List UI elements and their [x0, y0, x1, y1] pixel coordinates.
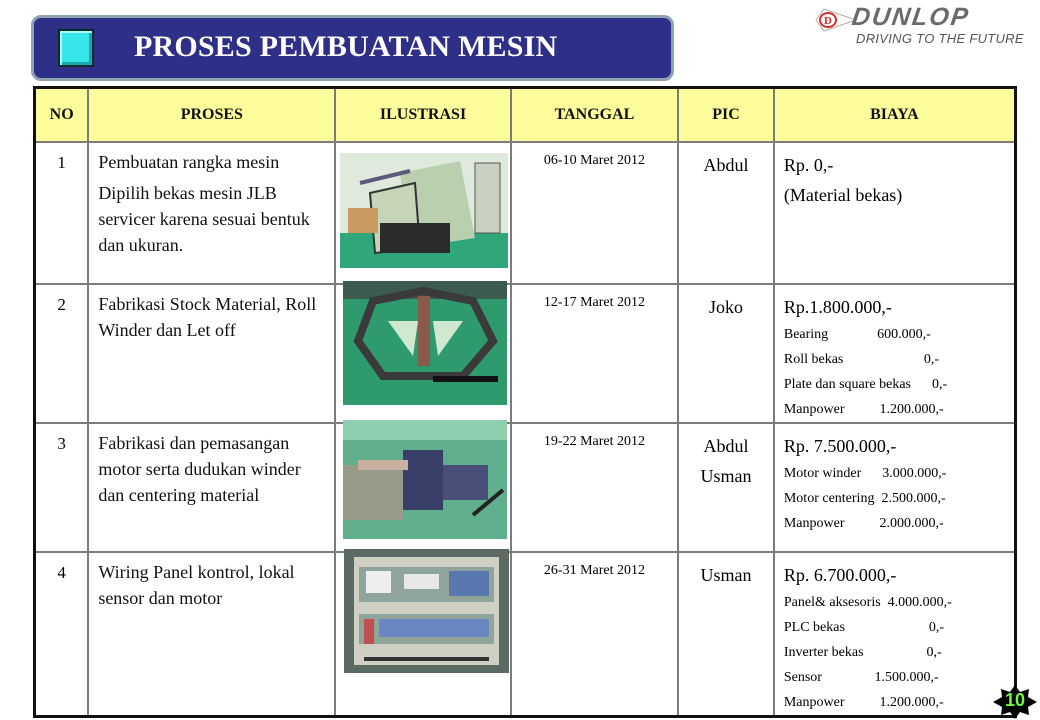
- pic-name: Abdul: [703, 435, 749, 456]
- cost-item: Bearing 600.000,-: [783, 326, 931, 342]
- svg-text:D: D: [824, 15, 832, 27]
- cost-item: Manpower 2.000.000,-: [783, 515, 944, 531]
- table-row: [35, 423, 1016, 552]
- photo-machine-frame: [340, 153, 508, 268]
- column-header-pic: PIC: [678, 88, 774, 142]
- dunlop-logo: [812, 3, 1037, 51]
- cost-total: Rp. 7.500.000,-: [783, 435, 897, 456]
- cost-cell: [774, 423, 1016, 552]
- photo-roll-winder: [343, 281, 507, 405]
- cost-note: (Material bekas): [783, 184, 903, 205]
- process-title: Wiring Panel kontrol, lokal sensor dan motor: [98, 561, 295, 608]
- pic-cell: [678, 142, 774, 284]
- cost-item: Plate dan square bekas 0,-: [783, 376, 948, 392]
- process-title: Fabrikasi Stock Material, Roll Winder dan Let off: [98, 293, 317, 340]
- illustration-cell: [335, 423, 510, 552]
- cost-item: PLC bekas 0,-: [783, 619, 945, 635]
- process-description: [88, 552, 335, 717]
- column-header-biaya: BIAYA: [774, 88, 1016, 142]
- cost-item: Sensor 1.500.000,-: [783, 669, 939, 685]
- table-row: [35, 284, 1016, 423]
- page-number: 10: [1004, 690, 1026, 710]
- illustration-cell: [335, 142, 510, 284]
- illustration-cell: [335, 552, 510, 717]
- brand-tagline: DRIVING TO THE FUTURE: [856, 31, 1024, 46]
- brand-name: DUNLOP: [850, 3, 972, 31]
- column-header-tanggal: TANGGAL: [511, 88, 678, 142]
- cost-cell: [774, 142, 1016, 284]
- photo-motor: [343, 420, 507, 539]
- cost-item: Manpower 1.200.000,-: [783, 401, 944, 417]
- column-header-proses: PROSES: [88, 88, 335, 142]
- date-range: 06-10 Maret 2012: [511, 142, 678, 284]
- pic-cell: [678, 423, 774, 552]
- date-range: 19-22 Maret 2012: [511, 423, 678, 552]
- table-row: [35, 552, 1016, 717]
- cost-total: Rp.1.800.000,-: [783, 296, 892, 317]
- cost-item: Panel& aksesoris 4.000.000,-: [783, 594, 952, 610]
- process-title: Pembuatan rangka mesin: [98, 151, 280, 172]
- illustration-cell: [335, 284, 510, 423]
- column-header-no: NO: [35, 88, 89, 142]
- pic-name: Usman: [700, 465, 752, 486]
- cost-total: Rp. 0,-: [783, 154, 834, 175]
- date-range: 12-17 Maret 2012: [511, 284, 678, 423]
- pic-cell: [678, 552, 774, 717]
- page-title: PROSES PEMBUATAN MESIN: [134, 30, 558, 63]
- process-note: Dipilih bekas mesin JLB servicer karena sesuai bentuk dan ukuran.: [98, 182, 310, 255]
- row-number: 3: [35, 423, 89, 552]
- cost-item: Roll bekas 0,-: [783, 351, 940, 367]
- table-header-row: [35, 88, 1016, 142]
- process-description: [88, 142, 335, 284]
- date-range: 26-31 Maret 2012: [511, 552, 678, 717]
- column-header-ilustrasi: ILUSTRASI: [335, 88, 510, 142]
- pic-name: Usman: [700, 564, 752, 585]
- process-description: [88, 284, 335, 423]
- cost-item: Motor winder 3.000.000,-: [783, 465, 947, 481]
- cost-item: Manpower 1.200.000,-: [783, 694, 944, 710]
- bevel-square-icon: [58, 29, 94, 67]
- pic-cell: [678, 284, 774, 423]
- row-number: 1: [35, 142, 89, 284]
- pic-name: Joko: [709, 296, 744, 317]
- table-row: [35, 142, 1016, 284]
- title-banner: [31, 15, 674, 81]
- process-table: [33, 86, 1017, 718]
- cost-total: Rp. 6.700.000,-: [783, 564, 897, 585]
- cost-cell: [774, 552, 1016, 717]
- page-number-badge: [993, 685, 1037, 719]
- photo-control-panel: [344, 549, 509, 673]
- row-number: 4: [35, 552, 89, 717]
- cost-cell: [774, 284, 1016, 423]
- cost-item: Inverter bekas 0,-: [783, 644, 942, 660]
- row-number: 2: [35, 284, 89, 423]
- process-description: [88, 423, 335, 552]
- cost-item: Motor centering 2.500.000,-: [783, 490, 946, 506]
- pic-name: Abdul: [703, 154, 749, 175]
- process-title: Fabrikasi dan pemasangan motor serta dudukan winder dan centering material: [98, 432, 301, 505]
